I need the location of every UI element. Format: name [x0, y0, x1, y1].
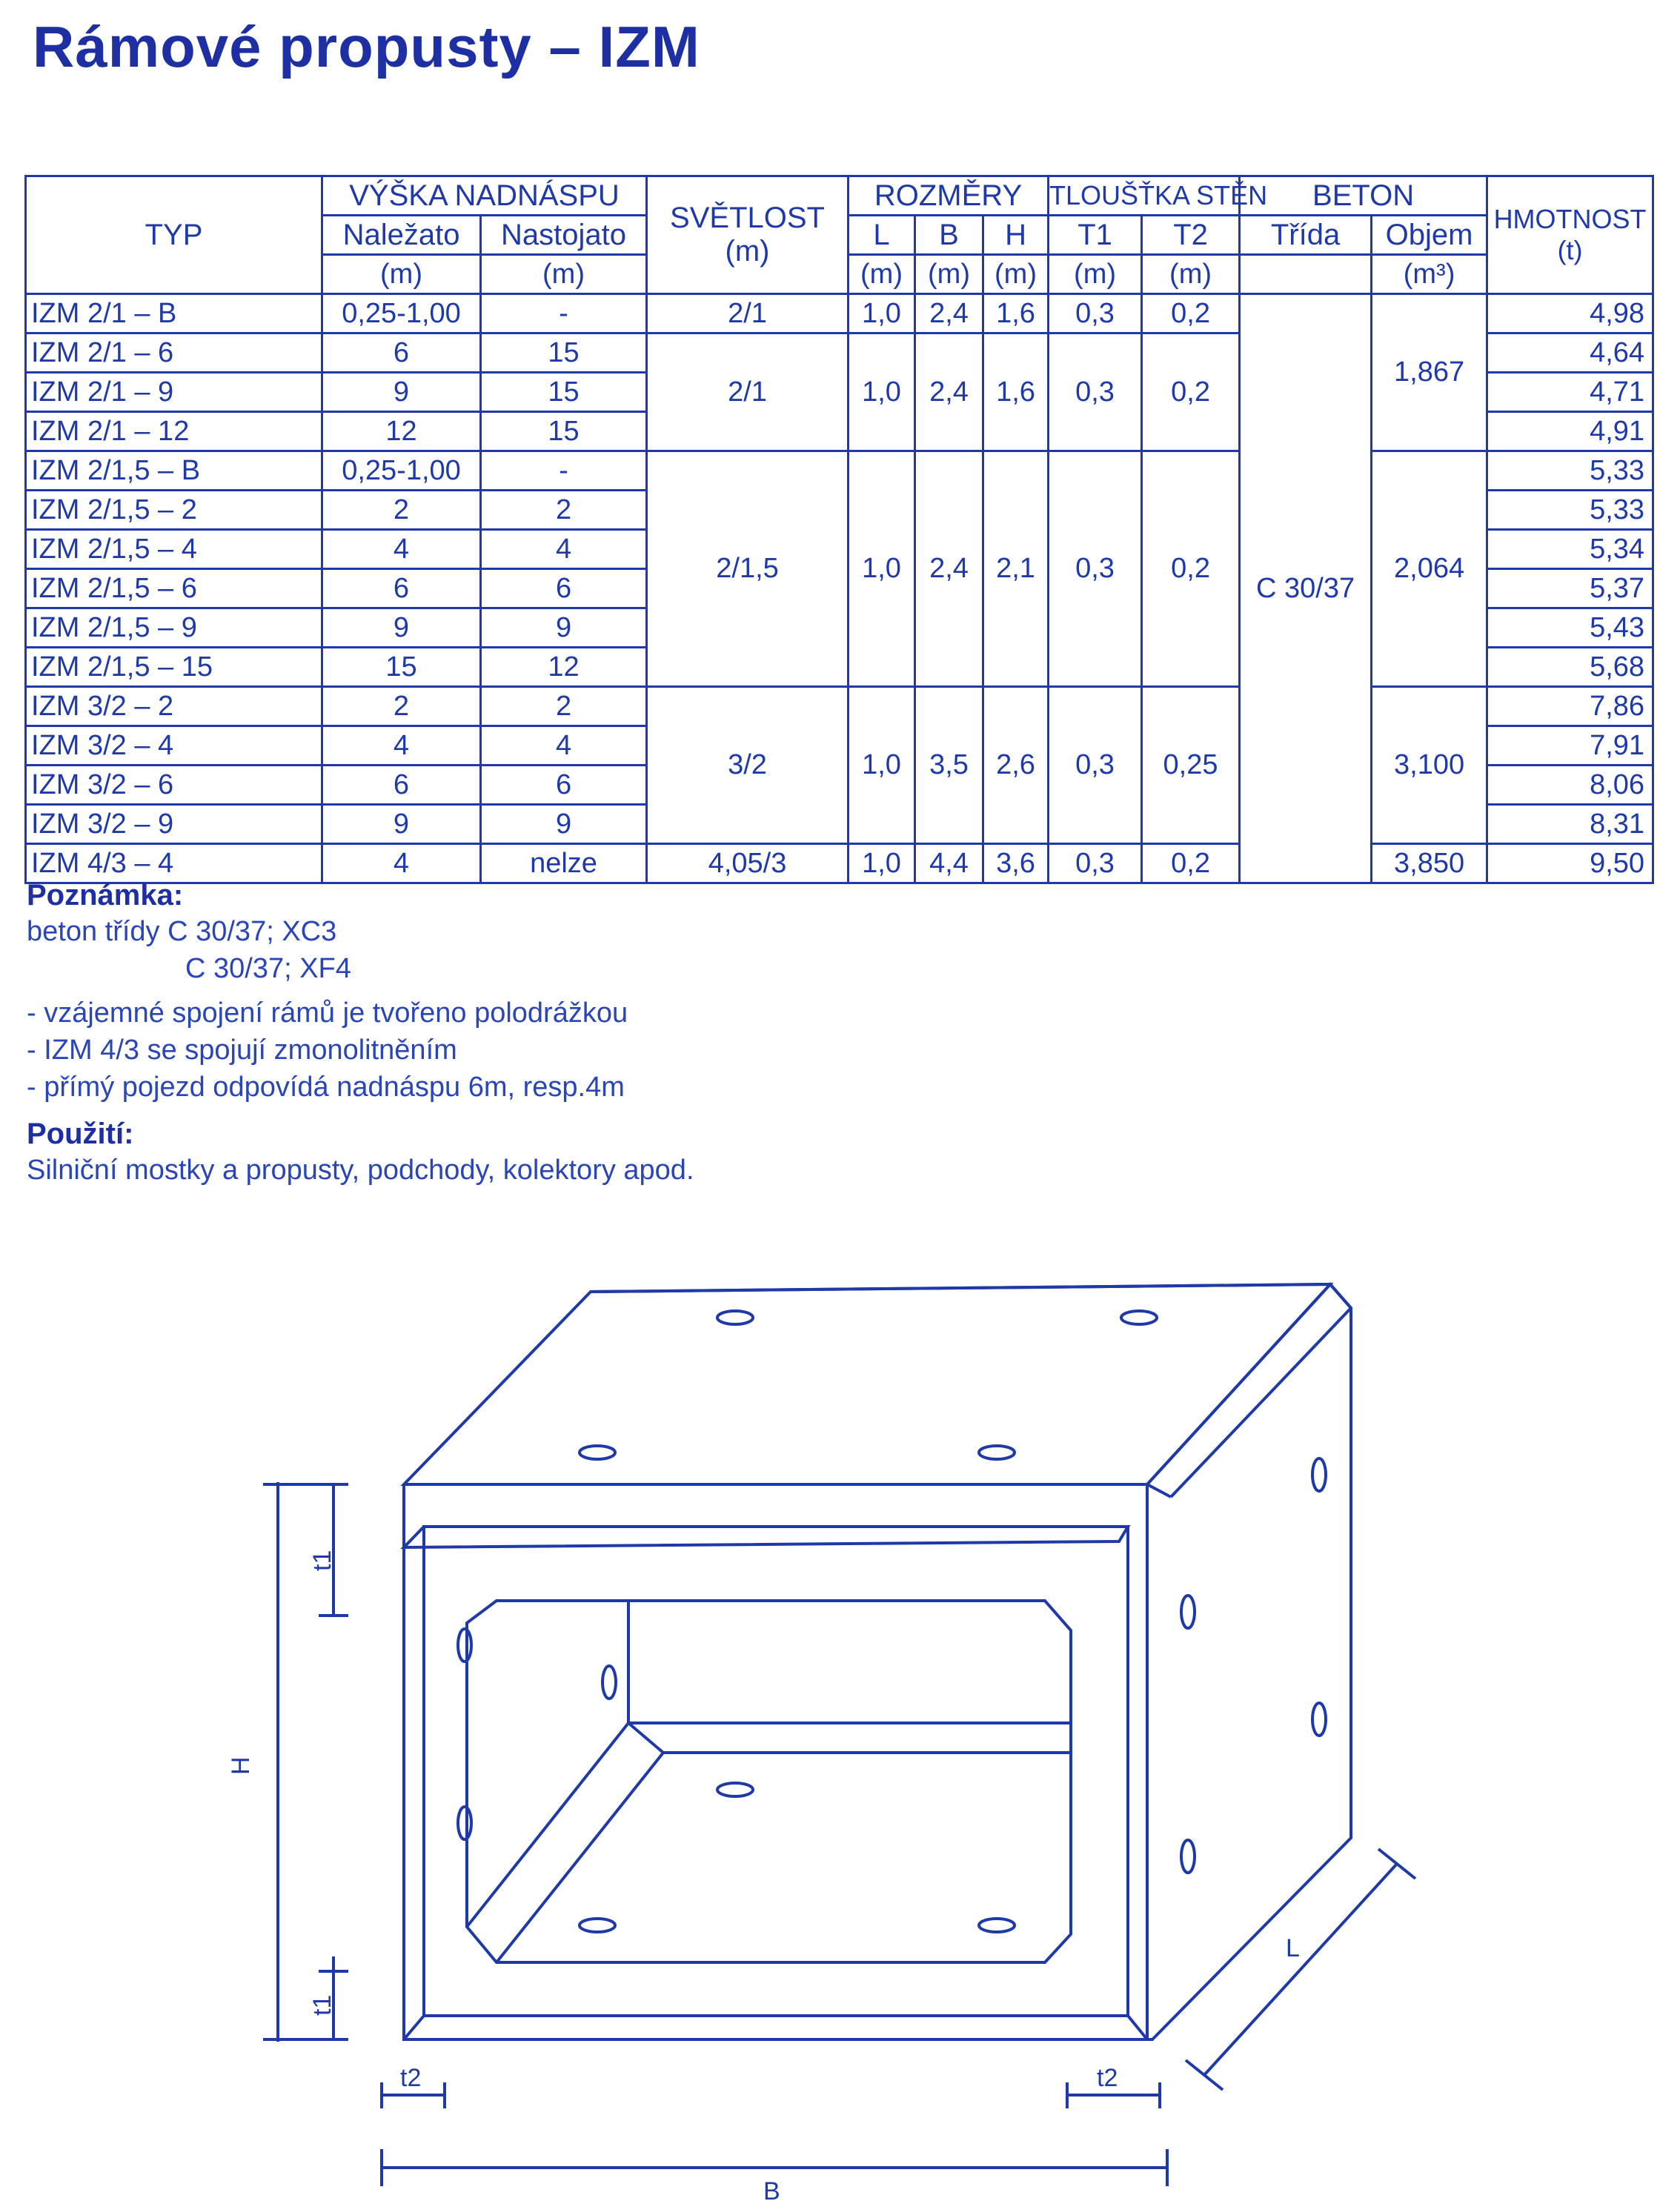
header-H: H [983, 216, 1049, 255]
cell-H: 3,6 [983, 844, 1049, 883]
note-heading: Poznámka: [27, 879, 184, 912]
cell-B: 2,4 [915, 451, 983, 687]
hole-icon [1121, 1311, 1157, 1324]
cell-hmotnost: 4,64 [1487, 333, 1653, 373]
dim-label-B: B [763, 2177, 780, 2201]
cell-hmotnost: 8,06 [1487, 766, 1653, 805]
unit-cell: (m) [915, 255, 983, 294]
cell-hmotnost: 5,43 [1487, 608, 1653, 648]
cell-nastojato: 2 [481, 491, 647, 530]
dim-label-t2: t2 [1097, 2064, 1118, 2092]
cell-nalezato: 0,25-1,00 [322, 451, 481, 491]
cell-nastojato: 4 [481, 530, 647, 569]
note-line: beton třídy C 30/37; XC3 [27, 916, 337, 947]
dim-label-t2: t2 [400, 2064, 422, 2092]
hole-icon [602, 1666, 616, 1699]
cell-typ: IZM 2/1,5 – B [26, 451, 322, 491]
cell-typ: IZM 2/1 – 6 [26, 333, 322, 373]
cell-H: 1,6 [983, 333, 1049, 451]
cell-T1: 0,3 [1049, 687, 1142, 844]
dim-label-H: H [227, 1756, 255, 1775]
unit-cell: (m) [1049, 255, 1142, 294]
use-heading: Použití: [27, 1118, 134, 1150]
unit-cell: (m) [481, 255, 647, 294]
cell-svetlost: 4,05/3 [647, 844, 849, 883]
page-title: Rámové propusty – IZM [33, 14, 700, 79]
inner-opening [467, 1601, 1071, 1962]
cell-nalezato: 2 [322, 687, 481, 726]
header-svetlost: SVĚTLOST (m) [647, 176, 849, 294]
cell-hmotnost: 5,37 [1487, 569, 1653, 608]
cell-hmotnost: 5,68 [1487, 648, 1653, 687]
use-text: Silniční mostky a propusty, podchody, kolektory apod. [27, 1155, 694, 1186]
hole-icon [580, 1446, 615, 1459]
cell-B: 2,4 [915, 333, 983, 451]
unit-cell [1240, 255, 1372, 294]
cell-typ: IZM 3/2 – 6 [26, 766, 322, 805]
note-item: - přímý pojezd odpovídá nadnáspu 6m, resp.4m [27, 1072, 625, 1103]
cell-T1: 0,3 [1049, 451, 1142, 687]
cell-hmotnost: 4,98 [1487, 294, 1653, 333]
hole-icon [1312, 1703, 1326, 1736]
unit-cell: (m) [983, 255, 1049, 294]
cell-trida: C 30/37 [1240, 294, 1372, 883]
cell-hmotnost: 5,33 [1487, 491, 1653, 530]
cell-hmotnost: 9,50 [1487, 844, 1653, 883]
cell-typ: IZM 2/1 – 9 [26, 373, 322, 412]
cell-objem: 3,100 [1372, 687, 1487, 844]
cell-nalezato: 9 [322, 805, 481, 844]
note-line: C 30/37; XF4 [185, 953, 351, 984]
cell-svetlost: 2/1 [647, 333, 849, 451]
cell-nalezato: 4 [322, 726, 481, 766]
cell-nalezato: 12 [322, 412, 481, 451]
cell-hmotnost: 4,71 [1487, 373, 1653, 412]
cell-nalezato: 9 [322, 608, 481, 648]
cell-nastojato: 12 [481, 648, 647, 687]
cell-nastojato: - [481, 451, 647, 491]
cell-L: 1,0 [849, 687, 915, 844]
cell-B: 3,5 [915, 687, 983, 844]
cell-typ: IZM 2/1,5 – 2 [26, 491, 322, 530]
cell-typ: IZM 3/2 – 9 [26, 805, 322, 844]
cell-nalezato: 0,25-1,00 [322, 294, 481, 333]
cell-nastojato: nelze [481, 844, 647, 883]
front-face [404, 1484, 1147, 2039]
header-L: L [849, 216, 915, 255]
dim-label-L: L [1286, 1934, 1300, 1962]
hole-icon [979, 1919, 1015, 1932]
cell-nastojato: 2 [481, 687, 647, 726]
cell-objem: 2,064 [1372, 451, 1487, 687]
cell-typ: IZM 2/1 – B [26, 294, 322, 333]
hole-icon [458, 1629, 471, 1661]
cell-nastojato: 15 [481, 373, 647, 412]
cell-svetlost: 3/2 [647, 687, 849, 844]
cell-nastojato: 6 [481, 569, 647, 608]
cell-nastojato: - [481, 294, 647, 333]
header-beton: BETON [1240, 176, 1487, 216]
right-face [1147, 1284, 1351, 2039]
note-item: - vzájemné spojení rámů je tvořeno polodrážkou [27, 997, 628, 1029]
cell-T2: 0,2 [1142, 294, 1240, 333]
header-T1: T1 [1049, 216, 1142, 255]
cell-nalezato: 4 [322, 844, 481, 883]
note-item: - IZM 4/3 se spojují zmonolitněním [27, 1035, 457, 1066]
cell-objem: 3,850 [1372, 844, 1487, 883]
cell-nalezato: 15 [322, 648, 481, 687]
dim-label-t1: t1 [308, 1994, 336, 2016]
unit-cell: (m³) [1372, 255, 1487, 294]
spec-table [24, 175, 1654, 884]
cell-nastojato: 4 [481, 726, 647, 766]
hole-icon [1181, 1840, 1195, 1873]
hole-icon [1312, 1458, 1326, 1491]
dim-label-t1: t1 [308, 1550, 336, 1571]
header-rozmery: ROZMĚRY [849, 176, 1049, 216]
cell-H: 1,6 [983, 294, 1049, 333]
cell-typ: IZM 2/1,5 – 9 [26, 608, 322, 648]
dim-line-L [1204, 1864, 1397, 2075]
header-tloustka: TLOUŠŤKA STĚN [1049, 176, 1240, 216]
cell-hmotnost: 5,34 [1487, 530, 1653, 569]
cell-nalezato: 6 [322, 766, 481, 805]
cell-T1: 0,3 [1049, 844, 1142, 883]
cell-T2: 0,2 [1142, 451, 1240, 687]
header-hmotnost: HMOTNOST (t) [1487, 176, 1653, 294]
header-nastojato: Nastojato [481, 216, 647, 255]
cell-svetlost: 2/1,5 [647, 451, 849, 687]
cell-hmotnost: 8,31 [1487, 805, 1653, 844]
cell-hmotnost: 7,86 [1487, 687, 1653, 726]
header-objem: Objem [1372, 216, 1487, 255]
cell-typ: IZM 2/1 – 12 [26, 412, 322, 451]
cell-typ: IZM 2/1,5 – 6 [26, 569, 322, 608]
cell-nalezato: 9 [322, 373, 481, 412]
header-nalezato: Naležato [322, 216, 481, 255]
cell-L: 1,0 [849, 333, 915, 451]
cell-nalezato: 6 [322, 333, 481, 373]
cell-nalezato: 4 [322, 530, 481, 569]
top-face [404, 1284, 1330, 1484]
header-T2: T2 [1142, 216, 1240, 255]
cell-hmotnost: 7,91 [1487, 726, 1653, 766]
hole-icon [979, 1446, 1015, 1459]
cell-nastojato: 15 [481, 412, 647, 451]
hole-icon [458, 1807, 471, 1839]
cell-nastojato: 15 [481, 333, 647, 373]
unit-cell: (m) [322, 255, 481, 294]
header-vyska: VÝŠKA NADNÁSPU [322, 176, 647, 216]
hole-icon [717, 1783, 753, 1796]
hole-icon [1181, 1596, 1195, 1628]
cell-nalezato: 2 [322, 491, 481, 530]
cell-L: 1,0 [849, 294, 915, 333]
unit-cell: (m) [849, 255, 915, 294]
cell-L: 1,0 [849, 844, 915, 883]
cell-T2: 0,2 [1142, 844, 1240, 883]
cell-H: 2,1 [983, 451, 1049, 687]
cell-svetlost: 2/1 [647, 294, 849, 333]
cell-T1: 0,3 [1049, 333, 1142, 451]
cell-hmotnost: 5,33 [1487, 451, 1653, 491]
cell-typ: IZM 4/3 – 4 [26, 844, 322, 883]
cell-objem: 1,867 [1372, 294, 1487, 451]
cell-T2: 0,25 [1142, 687, 1240, 844]
cell-typ: IZM 2/1,5 – 15 [26, 648, 322, 687]
cell-typ: IZM 3/2 – 4 [26, 726, 322, 766]
cell-nastojato: 9 [481, 608, 647, 648]
hole-icon [580, 1919, 615, 1932]
header-typ: TYP [26, 176, 322, 294]
cell-T2: 0,2 [1142, 333, 1240, 451]
cell-nalezato: 6 [322, 569, 481, 608]
cell-typ: IZM 3/2 – 2 [26, 687, 322, 726]
cell-L: 1,0 [849, 451, 915, 687]
cell-B: 4,4 [915, 844, 983, 883]
cell-nastojato: 6 [481, 766, 647, 805]
header-trida: Třída [1240, 216, 1372, 255]
cell-T1: 0,3 [1049, 294, 1142, 333]
cell-B: 2,4 [915, 294, 983, 333]
cell-H: 2,6 [983, 687, 1049, 844]
hole-icon [717, 1311, 753, 1324]
cell-nastojato: 9 [481, 805, 647, 844]
cell-hmotnost: 4,91 [1487, 412, 1653, 451]
culvert-drawing [0, 1230, 1680, 2201]
unit-cell: (m) [1142, 255, 1240, 294]
cell-typ: IZM 2/1,5 – 4 [26, 530, 322, 569]
header-B: B [915, 216, 983, 255]
